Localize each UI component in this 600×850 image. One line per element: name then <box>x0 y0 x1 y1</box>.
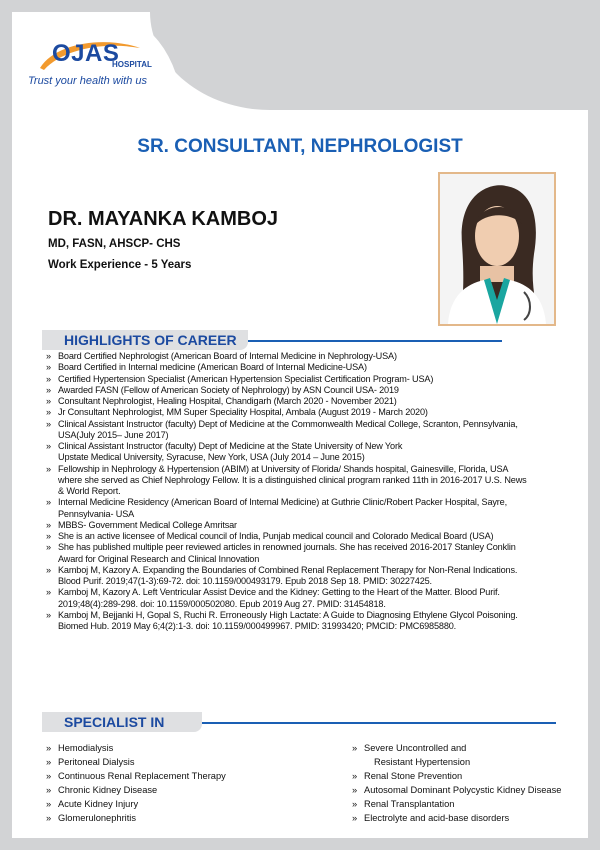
highlight-line: » Internal Medicine Residency (American Board of Internal Medicine) at Guthrie Clinic/Robert Packer Hospital, Sayre, <box>58 497 507 508</box>
specialist-item: » Glomerulonephritis <box>46 811 226 825</box>
highlight-item <box>46 419 576 442</box>
specialist-item: » Continuous Renal Replacement Therapy <box>46 769 226 783</box>
specialist-item: Resistant Hypertension <box>374 757 471 768</box>
highlight-line: » She has published multiple peer reviewed articles in renowned journals. She has received 2016-2017 Stanley Conklin <box>58 542 516 553</box>
highlight-item <box>46 531 576 542</box>
doctor-degrees: MD, FASN, AHSCP- CHS <box>48 238 181 250</box>
highlight-line: » MBBS- Government Medical College Amritsar <box>58 519 237 530</box>
highlight-item <box>46 520 576 531</box>
highlight-line: USA(July 2015– June 2017) <box>58 429 169 440</box>
highlight-line: » Jr Consultant Nephrologist, MM Super Speciality Hospital, Ambala (August 2019 - March 2020) <box>58 407 428 418</box>
hospital-logo <box>22 28 162 98</box>
highlight-item <box>46 565 576 588</box>
highlight-line: » Fellowship in Nephrology & Hypertension (ABIM) at University of Florida/ Shands hospital, Gainesville, Florida, USA <box>58 463 509 474</box>
highlight-line: » Board Certified in Internal medicine (American Board of Internal Medicine-USA) <box>58 362 367 373</box>
highlight-line: » She is an active licensee of Medical council of India, Punjab medical council and Colorado Medical Board (USA) <box>58 531 494 541</box>
highlight-item <box>46 407 576 418</box>
highlight-line: » Awarded FASN (Fellow of American Society of Nephrology) by ASN Council USA- 2019 <box>58 384 399 395</box>
doctor-photo <box>438 172 556 326</box>
doctor-experience: Work Experience - 5 Years <box>48 259 192 271</box>
specialist-item: » Autosomal Dominant Polycystic Kidney Disease <box>352 783 561 797</box>
highlight-line: » Kamboj M, Kazory A. Left Ventricular Assist Device and the Kidney: Getting to the Heart of the Matter. Blood Purif. <box>58 587 500 598</box>
specialist-item: » Acute Kidney Injury <box>46 797 226 811</box>
highlight-item <box>46 441 576 464</box>
highlight-item <box>46 610 576 633</box>
page-title: SR. CONSULTANT, NEPHROLOGIST <box>137 136 463 157</box>
highlight-item <box>46 587 576 610</box>
highlight-line: » Clinical Assistant Instructor (faculty) Dept of Medicine at the Commonwealth Medical College, Scranton, Pennsylvania, <box>58 418 518 429</box>
highlights-list <box>46 351 576 632</box>
highlight-item <box>46 351 576 362</box>
highlight-item <box>46 542 576 565</box>
highlight-line: where she served as Chief Nephrology Fellow. It is a distinguished clinical program ranked 11th in 2016-2017 U.S. News <box>58 474 527 485</box>
specialist-section-header <box>42 712 556 732</box>
highlight-item <box>46 362 576 373</box>
highlight-line: » Consultant Nephrologist, Healing Hospital, Chandigarh (March 2020 - November 2021) <box>58 396 397 406</box>
logo-tagline: Trust your health with us <box>28 75 148 87</box>
highlight-line: » Clinical Assistant Instructor (faculty) Dept of Medicine at the State University of New York <box>58 441 403 451</box>
specialist-item: » Severe Uncontrolled and <box>352 741 561 755</box>
specialist-item: » Peritoneal Dialysis <box>46 755 226 769</box>
specialist-list-left <box>46 741 226 826</box>
highlight-line: » Kamboj M, Kazory A. Expanding the Boundaries of Combined Renal Replacement Therapy for Non-Renal Indications. <box>58 564 518 575</box>
highlight-line: Upstate Medical University, Syracuse, New York, USA (July 2014 – June 2015) <box>58 452 365 463</box>
specialist-list-right <box>352 741 561 826</box>
highlight-item <box>46 464 576 498</box>
specialist-rule <box>202 722 556 724</box>
specialist-item: » Renal Stone Prevention <box>352 769 561 783</box>
highlight-line: Award for Original Research and Clinical Innovation <box>58 553 260 564</box>
specialist-heading: SPECIALIST IN <box>64 714 165 730</box>
highlight-item <box>46 396 576 407</box>
logo-brand: OJAS <box>52 40 120 67</box>
highlight-line: Biomed Hub. 2019 May 6;4(2):1-3. doi: 10.1159/000499967. PMID: 31993420; PMCID: PMC6985880. <box>58 621 457 631</box>
highlight-line: & World Report. <box>58 486 121 496</box>
header-band <box>150 12 588 110</box>
frame-right <box>588 0 600 850</box>
highlights-section-header <box>42 330 502 350</box>
highlight-item <box>46 385 576 396</box>
highlight-item <box>46 497 576 520</box>
specialist-item: » Chronic Kidney Disease <box>46 783 226 797</box>
highlight-line: » Board Certified Nephrologist (American Board of Internal Medicine in Nephrology-USA) <box>58 351 397 361</box>
highlight-item <box>46 374 576 385</box>
highlight-line: » Kamboj M, Bejjanki H, Gopal S, Ruchi R. Erroneously High Lactate: A Guide to Diagnosing Ethylene Glycol Poisoning. <box>58 609 518 620</box>
specialist-item: » Renal Transplantation <box>352 797 561 811</box>
doctor-name: DR. MAYANKA KAMBOJ <box>48 208 279 230</box>
logo-sub: HOSPITAL <box>112 60 152 69</box>
highlights-rule <box>248 340 502 342</box>
doctor-portrait-icon <box>440 174 554 324</box>
frame-left <box>0 0 12 850</box>
specialist-item: » Electrolyte and acid-base disorders <box>352 811 561 825</box>
highlights-heading: HIGHLIGHTS OF CAREER <box>64 332 237 348</box>
highlight-line: Blood Purif. 2019;47(1-3):69-72. doi: 10.1159/000493179. Epub 2018 Sep 18. PMID: 30227425. <box>58 576 432 586</box>
highlight-line: Pennsylvania- USA <box>58 508 135 519</box>
highlight-line: 2019;48(4):289-298. doi: 10.1159/000502080. Epub 2019 Aug 27. PMID: 31454818. <box>58 598 386 609</box>
highlight-line: » Certified Hypertension Specialist (American Hypertension Specialist Certification Program- USA) <box>58 373 434 384</box>
specialist-item: » Hemodialysis <box>46 741 226 755</box>
frame-bottom <box>0 838 600 850</box>
